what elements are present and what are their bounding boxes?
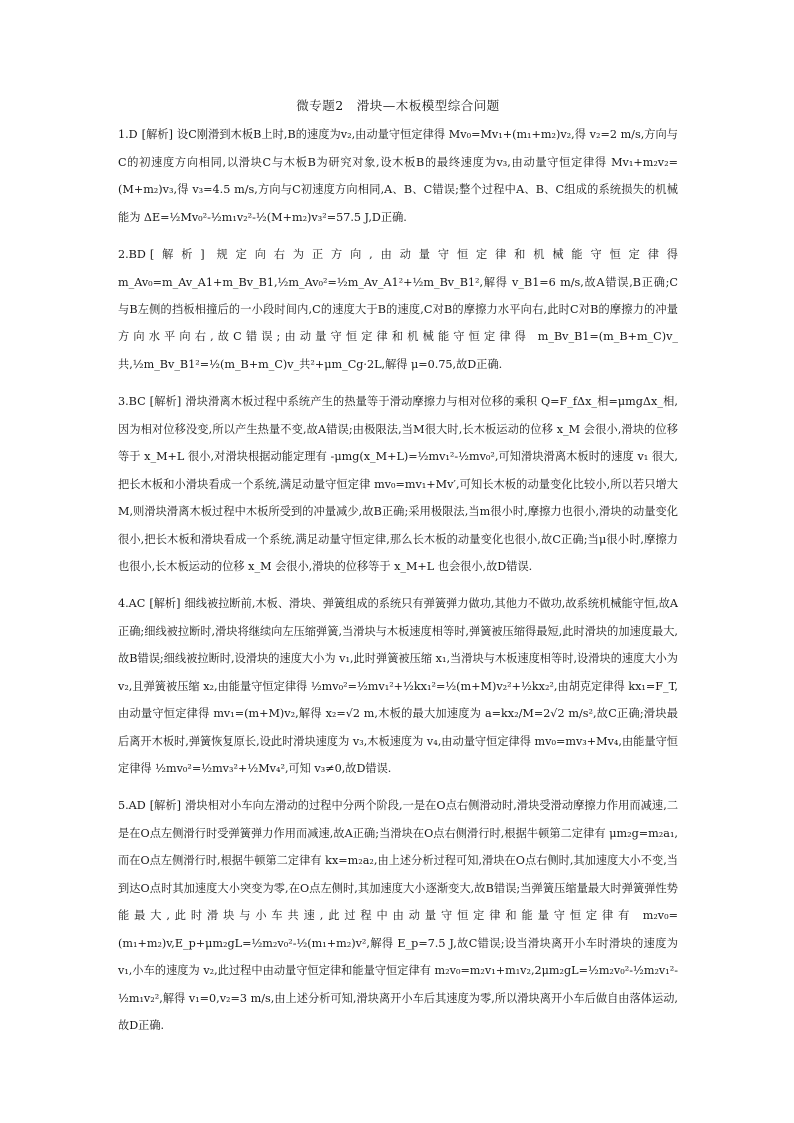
analysis-tag: [解析] xyxy=(149,799,182,813)
answer-number: 4.AC xyxy=(118,597,146,611)
answer-text: 设C刚滑到木板B上时,B的速度为v₂,由动量守恒定律得 Mv₀=Mv₁+(m₁+m₂)v₂,得 v₂=2 m/s,方向与C的初速度方向相同,以滑块C与木板B为研究对象,设木板B的最终速度为v₃,由动量守恒定律得 Mv₁+m₂v₂=(M+m₂)v₃,得 v₃=4.5 m/s,方向与C初速度方向相同,A、B、C错误;整个过程中A、B、C组成的系统损失的机械能为 ΔE=½Mv₀²-½m₁v₂²-½(M+m₂)v₃²=57.5 J,D正确. xyxy=(118,128,678,224)
answer-number: 3.BC xyxy=(118,395,146,409)
analysis-tag: [解析] xyxy=(149,248,205,262)
analysis-tag: [解析] xyxy=(149,597,181,611)
answer-text: 滑块相对小车向左滑动的过程中分两个阶段,一是在O点右侧滑动时,滑块受滑动摩擦力作用而减速,二是在O点左侧滑行时受弹簧弹力作用而减速,故A正确;当滑块在O点右侧滑行时,根据牛顿第二定律有 μm₂g=m₂a₁,而在O点左侧滑行时,根据牛顿第二定律有 kx=m₂a₂,由上述分析过程可知,滑块在O点右侧时,其加速度大小不变,当到达O点时其加速度大小突变为零,在O点左侧时,其加速度大小逐渐变大,故B错误;当弹簧压缩量最大时弹簧弹性势能最大,此时滑块与小车共速,此过程中由动量守恒定律和能量守恒定律有 m₂v₀=(m₁+m₂)v,E_p+μm₂gL=½m₂v₀²-½(m₁+m₂)v²,解得 E_p=7.5 J,故C错误;设当滑块离开小车时滑块的速度为 v₁,小车的速度为 v₂,此过程中由动量守恒定律和能量守恒定律有 m₂v₀=m₂v₁+m₁v₂,2μm₂gL=½m₂v₀²-½m₂v₁²-½m₁v₂²,解得 v₁=0,v₂=3 m/s,由上述分析可知,滑块离开小车后其速度为零,所以滑块离开小车后做自由落体运动,故D正确. xyxy=(118,799,679,1032)
answer-item-1 xyxy=(118,121,678,231)
answer-text: 滑块滑离木板过程中系统产生的热量等于滑动摩擦力与相对位移的乘积 Q=F_fΔx_相=μmgΔx_相,因为相对位移没变,所以产生热量不变,故A错误;由极限法,当M很大时,长木板运动的位移 x_M 会很小,滑块的位移等于 x_M+L 很小,对滑块根据动能定理有 -μmg(x_M+L)=½mv₁²-½mv₀²,可知滑块滑离木板时的速度 v₁ 很大,把长木板和小滑块看成一个系统,满足动量守恒定律 mv₀=mv₁+Mv′,可知长木板的动量变化比较小,所以若只增大M,则滑块滑离木板过程中木板所受到的冲量减少,故B正确;采用极限法,当m很小时,摩擦力也很小,滑块的动量变化很小,把长木板和滑块看成一个系统,满足动量守恒定律,那么长木板的动量变化也很小,故C正确;当μ很小时,摩擦力也很小,长木板运动的位移 x_M 会很小,滑块的位移等于 x_M+L 也会很小,故D错误. xyxy=(118,395,678,573)
answer-item-4 xyxy=(118,590,678,782)
analysis-tag: [解析] xyxy=(141,128,173,142)
answer-paragraph xyxy=(118,590,678,782)
answer-number: 5.AD xyxy=(118,799,146,813)
answer-number: 1.D xyxy=(118,128,138,142)
analysis-tag: [解析] xyxy=(149,395,182,409)
answer-paragraph xyxy=(118,388,678,580)
page-title: 微专题2 滑块—木板模型综合问题 xyxy=(296,98,500,113)
answer-item-5 xyxy=(118,792,678,1039)
answer-page xyxy=(118,96,678,1049)
answer-item-3 xyxy=(118,388,678,580)
answer-paragraph xyxy=(118,241,678,378)
answer-number: 2.BD xyxy=(118,248,146,262)
answer-item-2 xyxy=(118,241,678,378)
answer-paragraph xyxy=(118,121,678,231)
answer-text: 细线被拉断前,木板、滑块、弹簧组成的系统只有弹簧弹力做功,其他力不做功,故系统机械能守恒,故A正确;细线被拉断时,滑块将继续向左压缩弹簧,当滑块与木板速度相等时,弹簧被压缩得最短,此时滑块的加速度最大,故B错误;细线被拉断时,设滑块的速度大小为 v₁,此时弹簧被压缩 x₁,当滑块与木板速度相等时,设滑块的速度大小为 v₂,且弹簧被压缩 x₂,由能量守恒定律得 ½mv₀²=½mv₁²+½kx₁²=½(m+M)v₂²+½kx₂²,由胡克定律得 kx₁=F_T,由动量守恒定律得 mv₁=(m+M)v₂,解得 x₂=√2 m,木板的最大加速度为 a=kx₂/M=2√2 m/s²,故C正确;滑块最后离开木板时,弹簧恢复原长,设此时滑块速度为 v₃,木板速度为 v₄,由动量守恒定律得 mv₀=mv₃+Mv₄,由能量守恒定律得 ½mv₀²=½mv₃²+½Mv₄²,可知 v₃≠0,故D错误. xyxy=(118,597,678,775)
answer-text: 规定向右为正方向,由动量守恒定律和机械能守恒定律得 m_Av₀=m_Av_A1+m_Bv_B1,½m_Av₀²=½m_Av_A1²+½m_Bv_B1²,解得 v_B1=6 m/s,故A错误,B正确;C与B左侧的挡板相撞后的一小段时间内,C的速度大于B的速度,C对B的摩擦力水平向右,此时C对B的摩擦力的冲量方向水平向右,故C错误;由动量守恒定律和机械能守恒定律得 m_Bv_B1=(m_B+m_C)v_共,½m_Bv_B1²=½(m_B+m_C)v_共²+μm_Cg·2L,解得 μ=0.75,故D正确. xyxy=(118,248,678,371)
answer-paragraph xyxy=(118,792,678,1039)
